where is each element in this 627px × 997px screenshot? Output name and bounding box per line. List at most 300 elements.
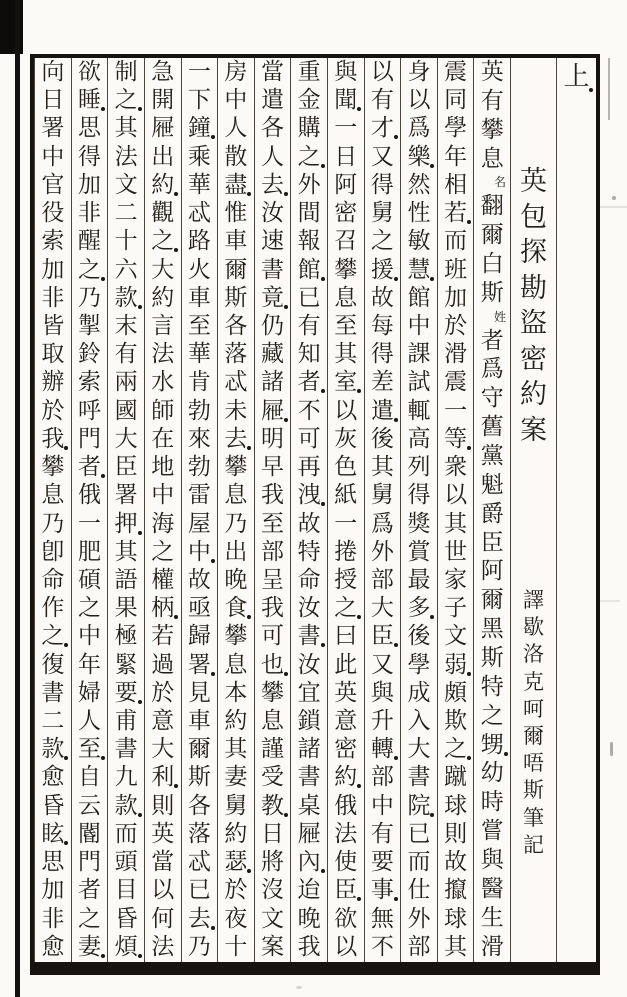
glyph: 時 <box>480 789 504 816</box>
glyph: 文 <box>261 905 285 932</box>
glyph: 守 <box>480 385 504 412</box>
glyph: 以 <box>334 933 358 960</box>
glyph: 館 <box>407 284 431 311</box>
glyph: 中 <box>151 482 175 509</box>
glyph: 館 <box>298 259 321 282</box>
glyph: 開 <box>151 87 175 114</box>
glyph: 後 <box>407 623 431 650</box>
glyph: 權 <box>151 566 175 593</box>
glyph: 之 <box>370 228 394 255</box>
glyph: 卽 <box>41 538 65 565</box>
glyph: 屜 <box>297 820 321 847</box>
glyph: 爵 <box>480 500 504 527</box>
glyph: 再 <box>297 454 321 481</box>
glyph: 而 <box>444 228 468 255</box>
glyph: 法 <box>334 820 358 847</box>
glyph: 息 <box>261 708 285 735</box>
glyph: 樂 <box>407 146 430 169</box>
glyph: 者 <box>77 877 101 904</box>
glyph: 課 <box>407 341 431 368</box>
glyph: 可 <box>297 425 321 452</box>
glyph: 慧 <box>407 259 430 282</box>
glyph: 盡 <box>224 174 247 197</box>
glyph: 命 <box>41 566 65 593</box>
text-column-content <box>255 58 291 962</box>
glyph: 書 <box>407 764 431 791</box>
glyph: 魁 <box>480 471 504 498</box>
glyph: 各 <box>224 312 248 339</box>
emphasis-dot <box>138 813 142 817</box>
glyph: 之 <box>77 595 101 622</box>
glyph: 當 <box>151 849 175 876</box>
glyph: 召 <box>334 228 358 255</box>
glyph: 押 <box>115 513 138 536</box>
glyph: 黨 <box>480 443 504 470</box>
glyph: 車 <box>187 708 211 735</box>
glyph: 欲 <box>334 905 358 932</box>
glyph: 其 <box>444 933 468 960</box>
glyph: 於 <box>151 679 175 706</box>
glyph: 師 <box>151 397 175 424</box>
glyph: 記 <box>523 832 544 857</box>
glyph: 與 <box>370 679 394 706</box>
glyph: 來 <box>187 425 211 452</box>
volume-marker <box>557 64 596 90</box>
glyph: 明 <box>261 425 285 452</box>
glyph: 轉 <box>371 738 394 761</box>
glyph: 一 <box>334 510 358 537</box>
glyph: 舅 <box>370 200 394 227</box>
glyph: 忒 <box>187 200 211 227</box>
emphasis-dot <box>284 418 288 422</box>
glyph: 宜 <box>297 679 321 706</box>
glyph: 差 <box>370 369 394 396</box>
text-column-content <box>328 58 364 962</box>
glyph: 家 <box>444 566 468 593</box>
glyph: 間 <box>297 200 321 227</box>
glyph: 此 <box>334 651 358 678</box>
emphasis-dot <box>138 954 142 958</box>
glyph: 若 <box>151 623 175 650</box>
glyph: 其 <box>444 510 468 537</box>
page-title <box>511 164 556 448</box>
glyph: 班 <box>444 256 468 283</box>
glyph: 中 <box>188 541 211 564</box>
glyph: 最 <box>407 566 431 593</box>
glyph: 斯 <box>480 645 504 672</box>
emphasis-dot <box>211 135 215 139</box>
glyph: 攀 <box>224 623 248 650</box>
glyph: 無 <box>370 905 394 932</box>
glyph: 故 <box>370 284 394 311</box>
text-column-content <box>438 58 474 962</box>
emphasis-dot <box>394 135 398 139</box>
glyph: 歸 <box>187 623 211 650</box>
glyph: 一 <box>77 510 101 537</box>
glyph: 中 <box>77 623 101 650</box>
glyph: 灰 <box>334 425 358 452</box>
glyph: 非 <box>41 905 65 932</box>
text-column-7 <box>254 58 291 962</box>
glyph: 譯 <box>523 588 544 612</box>
glyph: 欲 <box>77 59 101 85</box>
emphasis-dot <box>211 559 215 563</box>
glyph: 人 <box>77 708 101 735</box>
glyph: 外 <box>370 538 394 565</box>
emphasis-dot <box>467 672 471 676</box>
glyph: 幼 <box>480 760 504 787</box>
glyph: 其 <box>370 454 394 481</box>
glyph: 意 <box>151 708 175 735</box>
glyph: 六 <box>114 256 138 283</box>
glyph: 息 <box>480 145 504 172</box>
glyph: 法 <box>151 341 175 368</box>
glyph: 部 <box>407 933 431 960</box>
glyph: 獎 <box>407 510 431 537</box>
glyph: 柄 <box>151 597 174 620</box>
glyph: 煩 <box>115 936 138 959</box>
glyph: 之 <box>41 625 64 648</box>
glyph: 俄 <box>334 792 358 819</box>
glyph: 生 <box>480 904 504 931</box>
emphasis-dot <box>247 869 251 873</box>
glyph: 至 <box>187 312 211 339</box>
glyph: 臣 <box>371 625 394 648</box>
glyph: 中 <box>370 792 394 819</box>
glyph: 藏 <box>261 341 285 368</box>
glyph: 部 <box>261 538 285 565</box>
glyph: 唔 <box>523 751 544 776</box>
emphasis-dot <box>101 756 105 760</box>
glyph: 肯 <box>187 369 211 396</box>
emphasis-dot <box>138 305 142 309</box>
glyph: 斯 <box>187 764 211 791</box>
glyph: 目 <box>114 877 138 904</box>
scan-speck <box>610 742 613 756</box>
glyph: 加 <box>41 256 65 283</box>
glyph: 者 <box>480 327 504 354</box>
glyph: 教 <box>261 795 284 818</box>
glyph: 官 <box>41 171 65 198</box>
glyph: 洩 <box>298 484 321 507</box>
glyph: 眩 <box>41 823 64 846</box>
glyph: 部 <box>370 764 394 791</box>
glyph: 勃 <box>187 454 211 481</box>
glyph: 意 <box>334 708 358 735</box>
glyph: 過 <box>151 651 175 678</box>
glyph: 包 <box>520 201 547 233</box>
glyph: 妻 <box>224 764 248 791</box>
emphasis-dot <box>357 107 361 111</box>
glyph: 後 <box>370 425 394 452</box>
glyph: 嘗 <box>480 818 504 845</box>
glyph: 紙 <box>334 482 358 509</box>
glyph: 至 <box>334 312 358 339</box>
glyph: 臣 <box>480 529 504 556</box>
glyph: 事 <box>371 879 394 902</box>
glyph: 語 <box>114 566 138 593</box>
emphasis-dot <box>394 756 398 760</box>
glyph: 兩 <box>114 369 138 396</box>
glyph: 約 <box>151 174 174 197</box>
glyph: 役 <box>41 200 65 227</box>
glyph: 九 <box>114 764 138 791</box>
glyph: 授 <box>334 566 358 593</box>
glyph: 鈴 <box>77 341 101 368</box>
glyph: 晚 <box>224 566 248 593</box>
glyph: 爲 <box>407 115 431 142</box>
glyph: 將 <box>261 849 285 876</box>
glyph: 知 <box>297 341 321 368</box>
glyph: 攛 <box>444 877 468 904</box>
glyph: 內 <box>298 851 321 874</box>
glyph: 急 <box>151 59 175 85</box>
glyph: 其 <box>114 115 138 142</box>
glyph: 洛 <box>523 642 544 667</box>
text-column-content <box>145 58 181 962</box>
glyph: 言 <box>151 312 175 339</box>
text-column-content <box>72 58 108 962</box>
glyph: 爾 <box>523 724 544 749</box>
emphasis-dot <box>430 615 434 619</box>
text-column-content <box>365 58 401 962</box>
glyph: 書 <box>297 764 321 791</box>
emphasis-dot <box>138 700 142 704</box>
emphasis-dot <box>138 531 142 535</box>
glyph: 日 <box>41 87 65 114</box>
glyph: 乃 <box>187 933 211 960</box>
emphasis-dot <box>284 305 288 309</box>
glyph: 而 <box>407 849 431 876</box>
glyph: 醒 <box>77 228 101 255</box>
emphasis-dot <box>357 389 361 393</box>
glyph: 爲 <box>370 510 394 537</box>
glyph: 震 <box>444 59 468 85</box>
glyph: 歇 <box>523 615 544 640</box>
glyph: 出 <box>224 538 248 565</box>
glyph: 輒 <box>407 397 431 424</box>
glyph: 大 <box>407 736 431 763</box>
translator-credit <box>511 587 556 859</box>
scan-artifact-spine-line <box>15 0 20 997</box>
glyph: 遣 <box>371 400 394 423</box>
glyph: 去 <box>261 174 284 197</box>
glyph: 才 <box>371 117 394 140</box>
glyph: 每 <box>370 312 394 339</box>
glyph: 院 <box>407 795 430 818</box>
text-column-4 <box>364 58 401 962</box>
glyph: 則 <box>151 792 175 819</box>
glyph: 使 <box>334 849 358 876</box>
glyph: 故 <box>444 849 468 876</box>
emphasis-dot <box>321 389 325 393</box>
glyph: 忒 <box>224 369 248 396</box>
glyph: 報 <box>297 228 321 255</box>
glyph: 又 <box>370 651 394 678</box>
glyph: 款 <box>115 287 138 310</box>
emphasis-dot <box>174 248 178 252</box>
glyph: 約 <box>151 284 175 311</box>
glyph: 諸 <box>261 369 285 396</box>
glyph: 之 <box>334 597 357 620</box>
glyph: 乘 <box>187 143 211 170</box>
emphasis-dot <box>284 813 288 817</box>
glyph: 在 <box>151 425 175 452</box>
glyph: 本 <box>224 679 248 706</box>
glyph: 已 <box>297 284 321 311</box>
glyph: 惟 <box>224 200 248 227</box>
emphasis-dot <box>101 954 105 958</box>
emphasis-dot <box>174 192 178 196</box>
emphasis-dot <box>430 164 434 168</box>
emphasis-dot <box>211 672 215 676</box>
glyph: 不 <box>297 397 321 424</box>
glyph: 有 <box>297 312 321 339</box>
glyph: 日 <box>261 820 285 847</box>
glyph: 制 <box>114 59 138 85</box>
glyph: 下 <box>187 87 211 114</box>
glyph: 筆 <box>523 805 544 830</box>
glyph: 重 <box>297 59 321 85</box>
glyph: 乃 <box>77 284 101 311</box>
glyph: 舊 <box>480 414 504 441</box>
glyph: 作 <box>41 595 65 622</box>
glyph: 二 <box>114 200 138 227</box>
glyph: 名 <box>493 175 506 190</box>
glyph: 已 <box>187 877 211 904</box>
glyph: 向 <box>41 59 65 85</box>
glyph: 之 <box>115 89 138 112</box>
text-column-content <box>182 58 218 962</box>
glyph: 以 <box>444 482 468 509</box>
glyph: 受 <box>261 764 285 791</box>
emphasis-dot <box>64 446 68 450</box>
glyph: 球 <box>444 792 468 819</box>
glyph: 去 <box>188 908 211 931</box>
glyph: 爾 <box>224 256 248 283</box>
glyph: 加 <box>41 877 65 904</box>
glyph: 思 <box>77 115 101 142</box>
glyph: 子 <box>444 595 468 622</box>
glyph: 大 <box>151 256 175 283</box>
glyph: 賞 <box>407 538 431 565</box>
glyph: 於 <box>444 312 468 339</box>
glyph: 姓 <box>493 309 506 324</box>
glyph: 我 <box>261 595 285 622</box>
glyph: 雷 <box>187 482 211 509</box>
glyph: 密 <box>334 736 358 763</box>
glyph: 攀 <box>224 454 248 481</box>
glyph: 衆 <box>444 454 468 481</box>
glyph: 學 <box>444 115 468 142</box>
glyph: 文 <box>114 171 138 198</box>
glyph: 愈 <box>41 764 65 791</box>
glyph: 得 <box>370 341 394 368</box>
glyph: 諸 <box>297 736 321 763</box>
glyph: 各 <box>187 792 211 819</box>
emphasis-dot <box>321 277 325 281</box>
emphasis-dot <box>174 784 178 788</box>
glyph: 果 <box>114 595 138 622</box>
glyph: 息 <box>224 482 248 509</box>
glyph: 英 <box>334 679 358 706</box>
glyph: 身 <box>407 59 431 85</box>
glyph: 非 <box>41 284 65 311</box>
glyph: 署 <box>114 482 138 509</box>
glyph: 俄 <box>77 482 101 509</box>
emphasis-dot <box>430 277 434 281</box>
text-column-content <box>474 58 510 962</box>
glyph: 案 <box>261 933 285 960</box>
text-column-5 <box>327 58 364 962</box>
glyph: 其 <box>114 538 138 565</box>
glyph: 汝 <box>261 200 285 227</box>
text-column-11 <box>107 58 144 962</box>
glyph: 呼 <box>77 397 101 424</box>
emphasis-dot <box>247 615 251 619</box>
glyph: 探 <box>520 237 547 268</box>
title-column <box>510 58 556 962</box>
glyph: 與 <box>480 847 504 874</box>
glyph: 汝 <box>297 651 321 678</box>
glyph: 爾 <box>480 222 504 249</box>
emphasis-dot <box>321 869 325 873</box>
glyph: 沒 <box>261 877 285 904</box>
emphasis-dot <box>394 418 398 422</box>
emphasis-dot <box>101 474 105 478</box>
glyph: 閽 <box>77 820 101 847</box>
glyph: 人 <box>224 115 248 142</box>
emphasis-dot <box>321 643 325 647</box>
glyph: 索 <box>77 369 101 396</box>
glyph: 昏 <box>114 905 138 932</box>
glyph: 特 <box>480 673 504 700</box>
glyph: 我 <box>297 933 321 960</box>
emphasis-dot <box>64 841 68 845</box>
glyph: 書 <box>114 736 138 763</box>
glyph: 至 <box>78 738 101 761</box>
glyph: 學 <box>407 651 431 678</box>
glyph: 遣 <box>261 87 285 114</box>
glyph: 勘 <box>520 272 547 304</box>
glyph: 攀 <box>334 256 358 283</box>
text-column-3 <box>400 58 437 962</box>
glyph: 命 <box>297 566 321 593</box>
glyph: 不 <box>370 933 394 960</box>
glyph: 一 <box>187 59 211 85</box>
glyph: 華 <box>187 341 211 368</box>
text-column-12 <box>71 58 108 962</box>
glyph: 夜 <box>224 905 248 932</box>
glyph: 肥 <box>77 538 101 565</box>
emphasis-dot <box>394 643 398 647</box>
glyph: 落 <box>224 341 248 368</box>
glyph: 水 <box>151 369 175 396</box>
glyph: 路 <box>187 228 211 255</box>
glyph: 見 <box>187 679 211 706</box>
glyph: 蹴 <box>444 764 468 791</box>
glyph: 之 <box>298 146 321 169</box>
emphasis-dot <box>467 446 471 450</box>
glyph: 有 <box>114 341 138 368</box>
glyph: 呵 <box>523 696 544 721</box>
glyph: 迨 <box>297 877 321 904</box>
glyph: 瑟 <box>224 851 247 874</box>
glyph: 克 <box>523 669 544 694</box>
emphasis-dot <box>64 643 68 647</box>
glyph: 息 <box>334 284 358 311</box>
glyph: 購 <box>297 115 321 142</box>
